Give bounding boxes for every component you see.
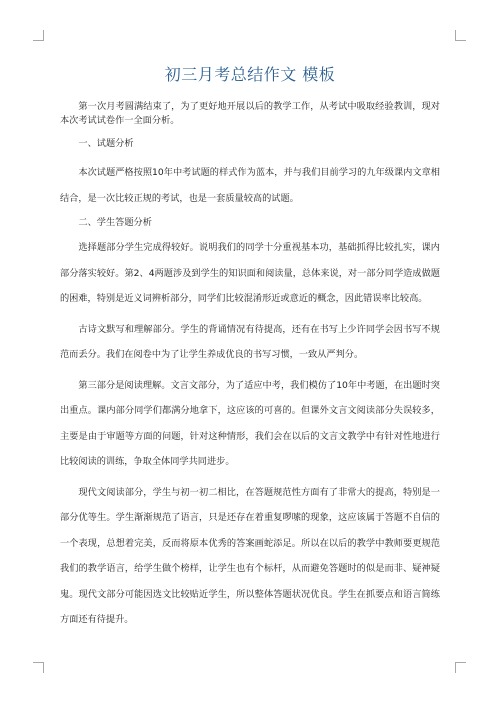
crop-mark-top-right xyxy=(455,30,466,41)
crop-mark-bottom-left xyxy=(33,662,44,673)
paragraph-classical-poetry: 古诗文默写和理解部分。学生的背诵情况有待提高，还有在书写上少许同学会因书写不规范而丢分。我们在阅卷中为了让学生养成优良的书写习惯，一致从严判分。 xyxy=(60,323,440,360)
document-body xyxy=(60,100,440,633)
paragraph-multiple-choice: 选择题部分学生完成得较好。说明我们的同学十分重视基本功，基础抓得比较扎实，课内部分落实较好。第2、4两题涉及到学生的知识面和阅读量，总体来说，对一部分同学造成做题的困难，特别是近义词辨析部分，同学们比较混淆形近或意近的概念，因此错误率比较高。 xyxy=(60,242,440,304)
crop-mark-bottom-right xyxy=(455,662,466,673)
paragraph-test-analysis: 本次试题严格按照10年中考试题的样式作为蓝本，并与我们目前学习的九年级课内文章相结合，是一次比较正规的考试，也是一套质量较高的试题。 xyxy=(60,167,440,204)
heading-section-1: 一、试题分析 xyxy=(78,138,134,149)
paragraph-modern-reading: 现代文阅读部分，学生与初一初二相比，在答题规范性方面有了非常大的提高，特别是一部分优等生。学生渐渐规范了语言，只是还存在着重复啰嗦的现象，这应该属于答题不自信的一个表现，总想着完美，反而将原本优秀的答案画蛇添足。所以在以后的教学中教师要更规范我们的教学语言，给学生做个榜样，让学生也有个标杆，从而避免答题时的似是而非、疑神疑鬼。现代文部分可能因选文比较贴近学生，所以整体答题状况优良。学生在抓要点和语言简练方面还有待提升。 xyxy=(60,486,440,625)
heading-section-2: 二、学生答题分析 xyxy=(78,217,152,228)
paragraph-reading-comprehension: 第三部分是阅读理解。文言文部分，为了适应中考，我们模仿了10年中考题，在出题时突出重点。课内部分同学们都满分地拿下，这应该的可喜的。但课外文言文阅读部分失误较多，主要是由于审题等方面的问题，针对这种情形，我们会在以后的文言文教学中有针对性地进行比较阅读的训练，争取全体同学共同进步。 xyxy=(60,379,440,467)
paragraph-intro: 第一次月考圆满结束了，为了更好地开展以后的教学工作，从考试中吸取经验教训，现对本次考试试卷作一全面分析。 xyxy=(60,101,440,126)
crop-mark-top-left xyxy=(33,30,44,41)
document-title: 初三月考总结作文 模板 xyxy=(164,65,336,84)
